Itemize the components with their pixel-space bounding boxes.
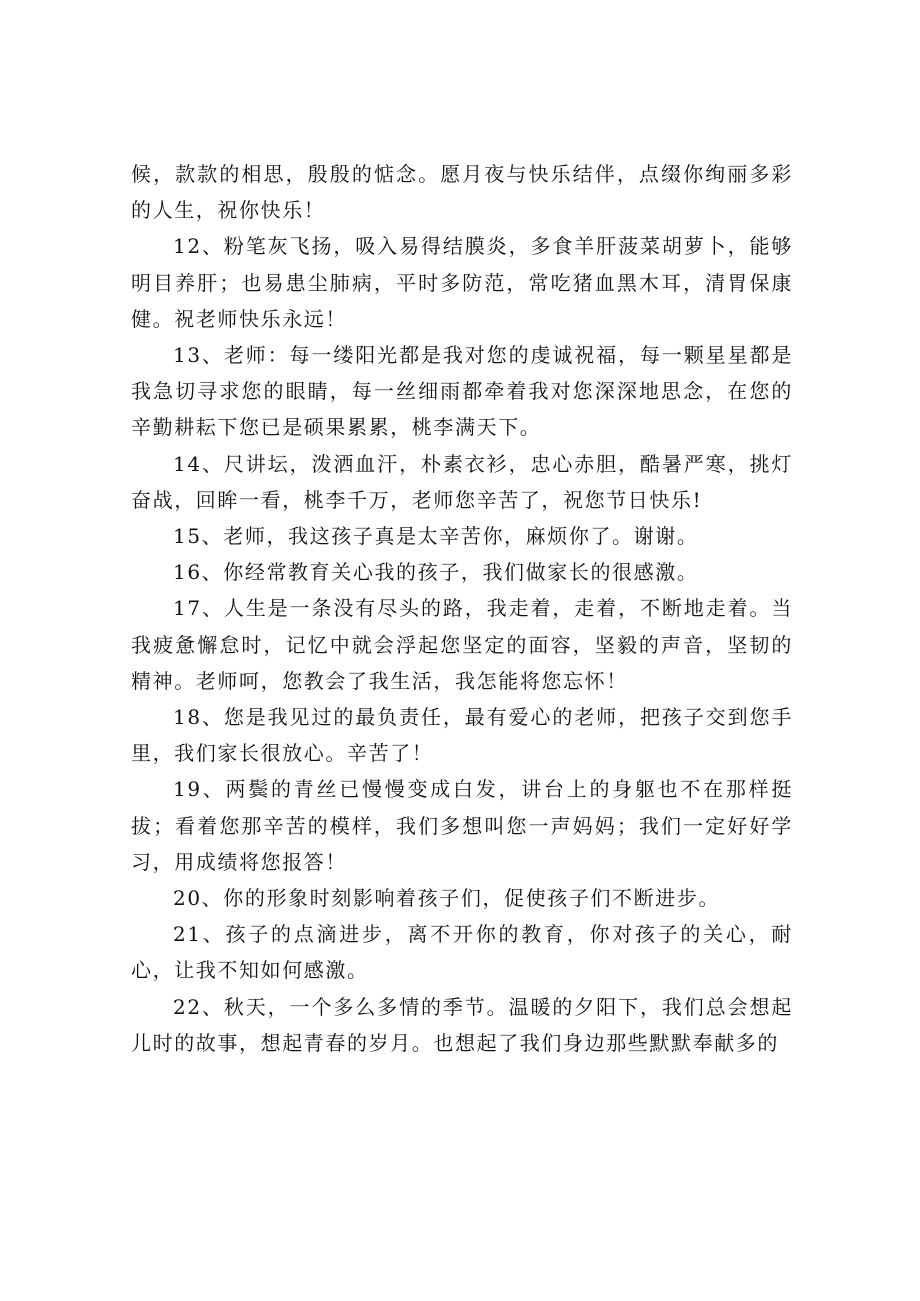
paragraph-15: 15、老师，我这孩子真是太辛苦你，麻烦你了。谢谢。 [173, 524, 699, 549]
paragraph-20: 20、你的形象时刻影响着孩子们，促使孩子们不断进步。 [173, 886, 721, 911]
paragraph-12: 12、粉笔灰飞扬，吸入易得结膜炎，多食羊肝菠菜胡萝卜，能够明目养肝；也易患尘肺病，平时多防范，常吃猪血黑木耳，清胃保康健。祝老师快乐永远！ [131, 234, 793, 331]
paragraph-14: 14、尺讲坛，泼洒血汗，朴素衣衫，忠心赤胆，酷暑严寒，挑灯奋战，回眸一看，桃李千万，老师您辛苦了，祝您节日快乐! [131, 451, 793, 512]
paragraph-16: 16、你经常教育关心我的孩子，我们做家长的很感激。 [173, 560, 699, 585]
paragraph-continuation: 候，款款的相思，殷殷的惦念。愿月夜与快乐结伴，点缀你绚丽多彩的人生，祝你快乐！ [131, 162, 793, 223]
paragraph-18: 18、您是我见过的最负责任，最有爱心的老师，把孩子交到您手里，我们家长很放心。辛苦了！ [131, 705, 793, 766]
paragraph-21: 21、孩子的点滴进步，离不开你的教育，你对孩子的关心，耐心，让我不知如何感激。 [131, 922, 793, 983]
document-body [131, 156, 793, 1061]
paragraph-22: 22、秋天，一个多么多情的季节。温暖的夕阳下，我们总会想起儿时的故事，想起青春的岁月。也想起了我们身边那些默默奉献多的 [131, 994, 793, 1055]
paragraph-13: 13、老师：每一缕阳光都是我对您的虔诚祝福，每一颗星星都是我急切寻求您的眼睛，每一丝细雨都牵着我对您深深地思念，在您的辛勤耕耘下您已是硕果累累，桃李满天下。 [131, 343, 793, 440]
paragraph-17: 17、人生是一条没有尽头的路，我走着，走着，不断地走着。当我疲惫懈怠时，记忆中就会浮起您坚定的面容，坚毅的声音，坚韧的精神。老师呵，您教会了我生活，我怎能将您忘怀！ [131, 596, 793, 693]
paragraph-19: 19、两鬓的青丝已慢慢变成白发，讲台上的身躯也不在那样挺拔；看着您那辛苦的模样，我们多想叫您一声妈妈；我们一定好好学习，用成绩将您报答！ [131, 777, 793, 874]
